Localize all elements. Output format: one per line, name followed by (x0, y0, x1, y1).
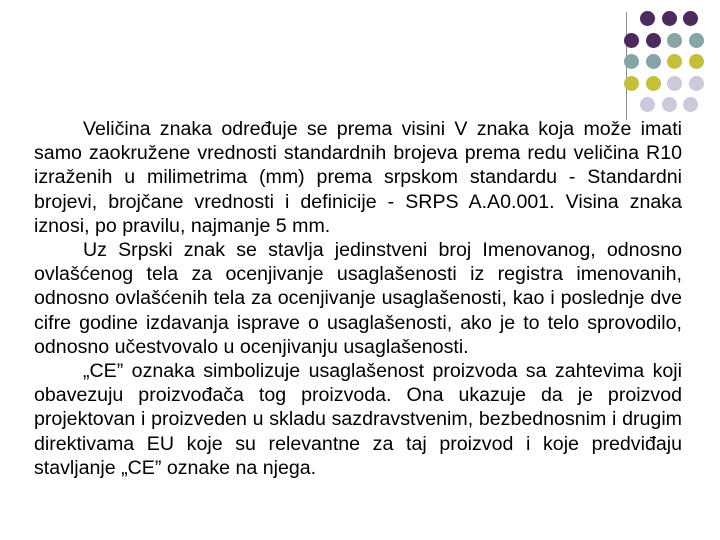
paragraph-serbian-mark: Uz Srpski znak se stavlja jedinstveni broj Imenovanog, odnosno ovlašćenog tela za ocenjivanje usaglašenosti iz registra imenovanih, odnosno ovlašćenih tela za ocenjivanje usaglašenosti, kao i poslednje dve cifre godine izdavanja isprave o usaglašenosti, ako je to telo sprovodilo, odnosno učestvovalo u ocenjivanju usaglašenosti. (34, 239, 682, 358)
decorative-dot (683, 11, 698, 26)
decorative-dot (689, 76, 704, 91)
decorative-dot (646, 54, 661, 69)
decorative-dot (624, 54, 639, 69)
decorative-dot (646, 33, 661, 48)
decorative-dot (667, 33, 682, 48)
decorative-dot (646, 76, 661, 91)
decorative-dot-grid (0, 0, 720, 130)
decorative-dot (624, 33, 639, 48)
decorative-dot (624, 76, 639, 91)
decorative-dot (667, 76, 682, 91)
paragraph-sign-size: Veličina znaka određuje se prema visini V znaka koja može imati samo zaokružene vrednosti standardnih brojeva prema redu veličina R10 izraženih u milimetrima (mm) prema srpskom standardu - Standardni brojevi, brojčane vrednosti i definicije - SRPS A.A0.001. Visina znaka iznosi, po pravilu, najmanje 5 mm. (34, 118, 682, 237)
decorative-dot (640, 11, 655, 26)
decorative-dot (667, 54, 682, 69)
paragraph-ce-mark: „CE” oznaka simbolizuje usaglašenost proizvoda sa zahtevima koji obavezuju proizvođača tog proizvoda. Ona ukazuje da je proizvod projektovan i proizveden u skladu sazdravstvenim, bezbednosnim i drugim direktivama EU koje su relevantne za taj proizvod i koje predviđaju stavljanje „CE” oznake na njega. (34, 360, 682, 479)
decorative-dot (683, 97, 698, 112)
decorative-dot (662, 11, 677, 26)
decorative-dot (662, 97, 677, 112)
decorative-dot (689, 33, 704, 48)
document-body (34, 117, 682, 480)
decorative-dot (689, 54, 704, 69)
decorative-dot (640, 97, 655, 112)
